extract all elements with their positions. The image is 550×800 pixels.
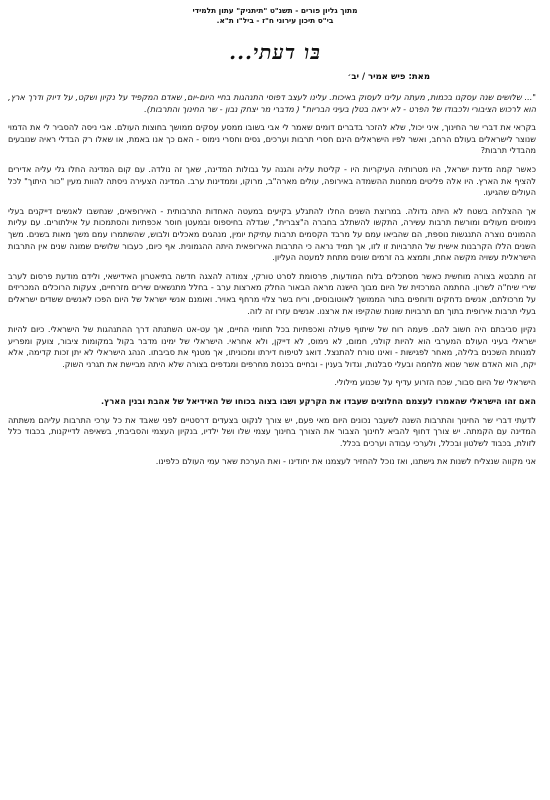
author-byline: מאת: פיש אמיר / יב׳ <box>347 72 430 82</box>
paragraph: לדעתי דברי שר החינוך והתרבות השנה לשעבר נכונים היום מאי פעם, יש צורך לנקוט בצעדים דרסטיים לפני שאבד את כל ערכי התרבות עליהם משתתה המדינה עם הקמתה. יש צורך דחוף להביא לחינוך הצבור את הצורך בחינוך עצמי שלו ושל ילדיו, בנקיון העצמי והסביבתי, בשאיפה לדייקנות, בכבוד כלל לזולת, בכבוד לשלטון ובכלל, ולערכי עבודה וערכים בכלל. <box>8 414 536 448</box>
masthead-line-2: בי"ס תיכון עירוני ח"ז - ביל"ו ת"א. <box>216 16 334 25</box>
newspaper-masthead <box>110 6 440 26</box>
paragraph: בקראי את דברי שר החינוך, איני יכול, שלא להזכר בדברים דומים שאמר לי אבי בשובו ממסע עסקים ממושך בחוצות העולם. אבי ניסה להסביר לי את הדמוי שנוצר לישראלים בעולם הרחב, ואשר לפיו הישראלים הינם חסרי תרבות וערכים, גסים וחסרי נימוס - האם כך אנו באמת, או שאלו רק הבדלי ראיה שנובעים מהבדלי תרבות? <box>8 122 536 156</box>
paragraph: כאשר קמה מדינת ישראל, היו מטרותיה העיקריות היו - קליטת עליה והגנה על גבולות המדינה, שאך זה נולדה. עם קום המדינה החלו גלי עליה אדירים להציף את הארץ. היו אלה פליטים ממחנות ההשמדה באירופה, עולים מארה"ב, מרוקו, וממדינות ערב. המדינה הצעירה ניסתה להוות מעין "כור היתוך" לכל העולים שהגיעו. <box>8 163 536 198</box>
closing-paragraph: אני מקווה שנצליח לשנות את גישתנו, ואז נוכל להחזיר לעצמנו את יחודינו - ואת הערכת שאר עמי העולם כלפינו. <box>155 456 536 467</box>
article-body <box>8 92 536 475</box>
paragraph: אך ההצלחה בשטח לא היתה גדולה. במרוצת השנים החלו להתגלע בקיעים במעטה האחדות התרבותית - האירופאים, שנחשבו לאנשים דייקנים בעלי נימוסים מעולים ומורשת תרבות עשירה, התקשו להשתלב בחברה ה"צברית", שגדלה בחיספוס ובמעטן חוסר אכפתיות והסתמכות על אילתורים. עם עליות ההמונים נוצרה התנגשות נוספת, הם שהביאו עמם על מרבד הקסמים תרבות עתיקת יומין, מנהגים מאכלים ולבוש, שהשתמרו עמם משך מאות בשנים. משך השנים הללו הקרבנות אישית של התרבויות זו לזו, אך תמיד נראה כי התרבות האירופאית היתה ההגמונית. אף כיום, כעבור שלושים שמונה שנים אין התרבות הישראלית עשויה מקשה אחת, ותמצא בה זרמים שונים מתחת למעטה העליון. <box>8 205 536 263</box>
masthead-line-1: מתוך גליון פורים - תשנ"ט "תיתניק" עתון תלמידי <box>192 6 358 15</box>
paragraph: זה מתבטא בצורה מוחשית כאשר מסתכלים בלוח המודעות, פרסומת לסרט טורקי, צמודה להצגה חדשה בתיאטרון האידישאי, ולידם מודעת פרסום לערב שירי שיח"ה לשרון. החתמה המרכזית של היום מבוך הישנה מראה הבאור החלק מארצות ערב - בחלל מתנשאים שירים מזרחיים, צעקות הרוכלים המכריזים על מרכולתם, אנשים נדחקים ודוחפים בתור הממושך לאוטובוסים, וריח בשר צלוי מרחף באויר. ואומנם אנשי ישראל של היום הפכו לאנשים ששדים ישראלים בעלי תרבות אירופית בתוך תם תרבויות שונות שהקיפו את ארצנו. אנשים עזרו זה לזה. <box>8 270 536 316</box>
article-title: בּו דעתי... <box>229 40 321 64</box>
bold-paragraph: האם זהו הישראלי שהאמרו לעצמם החלוצים שעבדו את הקרקע ושבו בצוה בכוחו של האידיאל של אהבת ובנין הארץ. <box>101 396 536 407</box>
paragraph: הישראלי של היום סבור, שכח הזרוע עדיף על שכנוע מילולי. <box>334 377 536 388</box>
paragraph: נקיון סביבתם היה חשוב להם. פעמה רוח של שיתוף פעולה ואכפתיות בכל תחומי החיים, אך עט-אט השתנתה דרך ההתנהגות של הישראלי. כיום להיות ישראלי בעיני העולם המערבי הוא להיות קולני, חמום, לא נימוס, לא דייקן, ולא אחראי. הישראלי של ימינו מדבר בקול במקומות ציבור, צועק ומפריע למנוחת השכנים בלילה, מאחר לפגישות - ואינו טורח להתנצל. דואג לטיפוח דירתו ומכוניתו, אך מטנף את סביבתו. הנהג הישראלי לא יתן זכות קדימה, אלא יקח, הוא האדם אשר שנוא מלחמה ובעלי סבלנות, וגדול בענין - ובחיים בכנסת מחרפים ומגדפים בצורה שלא היתה מביישת את תגרני השוק. <box>8 324 536 369</box>
quote-paragraph: "... שלושים שנה עסקנו בכמות, מעתה עלינו לעסוק באיכות. עלינו לעצב דפוסי התנהגות בחיי היום-יום, שאדם המקפיד על נקיון ושקט, על דיוק ודרך ארץ, הוא לרכוש הציבורי ולכבודו של הפרט - לא יראה בטלן בעיני הבריות" ( מדברי מר יצחק נבון - שר החינוך והתרבות). <box>8 92 536 114</box>
